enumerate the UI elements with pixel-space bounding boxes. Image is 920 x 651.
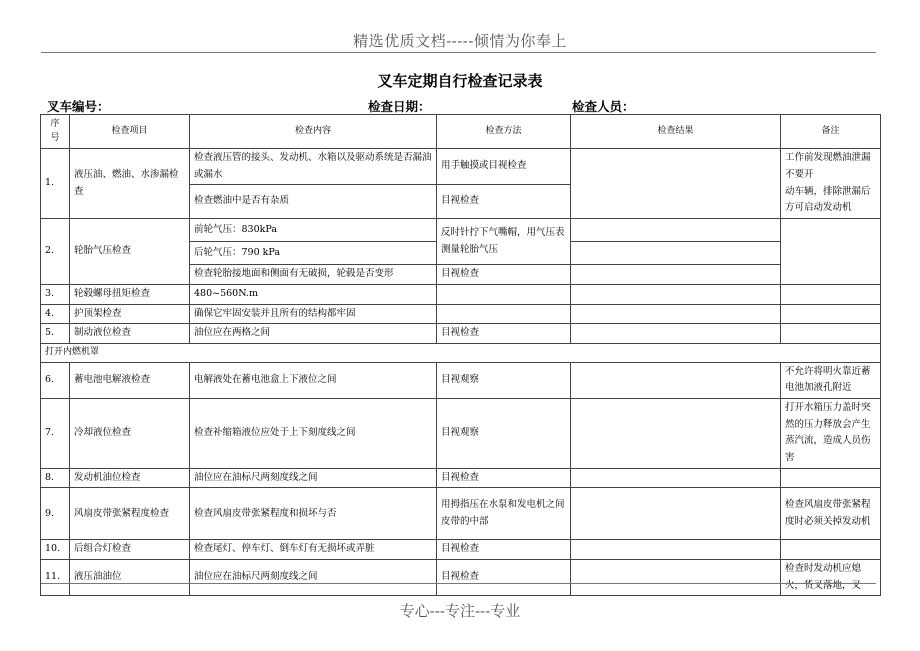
col-header-remark: 备注: [781, 115, 881, 149]
page-footer: 专心---专注---专业: [399, 602, 521, 620]
table-row: [41, 398, 881, 468]
row-result[interactable]: [571, 304, 781, 324]
row-method: 目视检查: [437, 560, 571, 596]
table-row: [41, 488, 881, 540]
row-method: 目视检查: [437, 185, 571, 219]
col-header-result: 检查结果: [571, 115, 781, 149]
row-method: 用手触摸或目视检查: [437, 149, 571, 185]
row-remark: [781, 540, 881, 560]
table-row: [41, 219, 881, 242]
col-header-no: 序 号: [41, 115, 70, 149]
row-content: 后轮气压：790 kPa: [190, 242, 437, 265]
inspection-table: [40, 114, 881, 596]
row-item: 轮毂螺母扭矩检查: [70, 284, 190, 304]
row-no: 6.: [41, 362, 70, 398]
row-no: 3.: [41, 284, 70, 304]
row-no: 5.: [41, 324, 70, 344]
row-remark: 不允许将明火靠近蓄电池加液孔附近: [781, 362, 881, 398]
row-content: 油位应在两格之间: [190, 324, 437, 344]
row-result[interactable]: [571, 324, 781, 344]
row-no: 7.: [41, 398, 70, 468]
table-row: [41, 149, 881, 185]
row-item: 护顶架检查: [70, 304, 190, 324]
row-content: 检查轮胎接地面和侧面有无破损，轮毂是否变形: [190, 265, 437, 285]
row-method: 目视检查: [437, 540, 571, 560]
row-result[interactable]: [571, 284, 781, 304]
row-item: 液压油油位: [70, 560, 190, 596]
row-result[interactable]: [571, 560, 781, 596]
row-remark: [781, 468, 881, 488]
table-row: [41, 362, 881, 398]
header-divider: [41, 52, 876, 53]
table-row: [41, 304, 881, 324]
row-result[interactable]: [571, 149, 781, 219]
row-remark: [781, 219, 881, 285]
row-method: 目视检查: [437, 324, 571, 344]
row-method: 用拇指压在水泵和发电机之间皮带的中部: [437, 488, 571, 540]
table-row: [41, 468, 881, 488]
row-no: 11.: [41, 560, 70, 596]
row-no: 1.: [41, 149, 70, 219]
col-header-method: 检查方法: [437, 115, 571, 149]
row-remark: [781, 324, 881, 344]
row-content: 油位应在油标尺两刻度线之间: [190, 468, 437, 488]
row-item: 后组合灯检查: [70, 540, 190, 560]
row-item: 发动机油位检查: [70, 468, 190, 488]
row-method: [437, 284, 571, 304]
inspector-label: 检查人员：: [572, 99, 635, 114]
footer-divider: [41, 583, 876, 584]
row-no: 4.: [41, 304, 70, 324]
row-method: [437, 304, 571, 324]
col-header-content: 检查内容: [190, 115, 437, 149]
table-row: [41, 540, 881, 560]
row-item: 蓄电池电解液检查: [70, 362, 190, 398]
row-method: 目视检查: [437, 468, 571, 488]
row-content: 确保它牢固安装并且所有的结构都牢固: [190, 304, 437, 324]
table-row: [41, 284, 881, 304]
row-content: 480~560N.m: [190, 284, 437, 304]
row-no: 2.: [41, 219, 70, 285]
forklift-number-label: 叉车编号：: [47, 99, 110, 114]
row-item: 冷却液位检查: [70, 398, 190, 468]
row-remark: 工作前发现燃油泄漏不要开 动车辆，排除泄漏后方可启动发动机: [781, 149, 881, 219]
page-header: 精选优质文档-----倾情为你奉上: [353, 32, 567, 50]
row-content: 油位应在油标尺两刻度线之间: [190, 560, 437, 596]
row-item: 轮胎气压检查: [70, 219, 190, 285]
check-date-label: 检查日期：: [368, 99, 431, 114]
row-method: 目视检查: [437, 265, 571, 285]
row-remark: [781, 284, 881, 304]
row-content: 检查补缩箱液位应处于上下刻度线之间: [190, 398, 437, 468]
table-row: [41, 560, 881, 596]
row-method: 目视观察: [437, 398, 571, 468]
row-item: 风扇皮带张紧程度检查: [70, 488, 190, 540]
row-result[interactable]: [571, 219, 781, 242]
table-header-row: [41, 115, 881, 149]
row-remark: 检查风扇皮带张紧程度时必须关掉发动机: [781, 488, 881, 540]
row-result[interactable]: [571, 242, 781, 265]
table-row: [41, 324, 881, 344]
row-item: 液压油、燃油、水渗漏检查: [70, 149, 190, 219]
row-content: 电解液处在蓄电池盒上下液位之间: [190, 362, 437, 398]
row-remark: 检查时发动机应熄火，货叉落地，叉: [781, 560, 881, 596]
document-title: 叉车定期自行检查记录表: [377, 72, 543, 90]
section-label: 打开内燃机罩: [41, 343, 881, 362]
row-result[interactable]: [571, 488, 781, 540]
row-remark: 打开水箱压力盖时突然的压力释放会产生蒸汽流，造成人员伤害: [781, 398, 881, 468]
row-remark: [781, 304, 881, 324]
row-result[interactable]: [571, 362, 781, 398]
row-content: 检查风扇皮带张紧程度和损坏与否: [190, 488, 437, 540]
section-row: [41, 343, 881, 362]
row-content: 检查尾灯、停车灯、倒车灯有无损坏或弄脏: [190, 540, 437, 560]
row-content: 检查液压管的接头、发动机、水箱以及驱动系统是否漏油或漏水: [190, 149, 437, 185]
row-content: 检查燃油中是否有杂质: [190, 185, 437, 219]
row-no: 10.: [41, 540, 70, 560]
row-result[interactable]: [571, 540, 781, 560]
row-result[interactable]: [571, 265, 781, 285]
row-no: 9.: [41, 488, 70, 540]
row-method: 目视观察: [437, 362, 571, 398]
row-method: 反时针拧下气嘴帽，用气压表测量轮胎气压: [437, 219, 571, 265]
row-content: 前轮气压：830kPa: [190, 219, 437, 242]
row-result[interactable]: [571, 398, 781, 468]
row-no: 8.: [41, 468, 70, 488]
col-header-item: 检查项目: [70, 115, 190, 149]
row-item: 制动液位检查: [70, 324, 190, 344]
row-result[interactable]: [571, 468, 781, 488]
